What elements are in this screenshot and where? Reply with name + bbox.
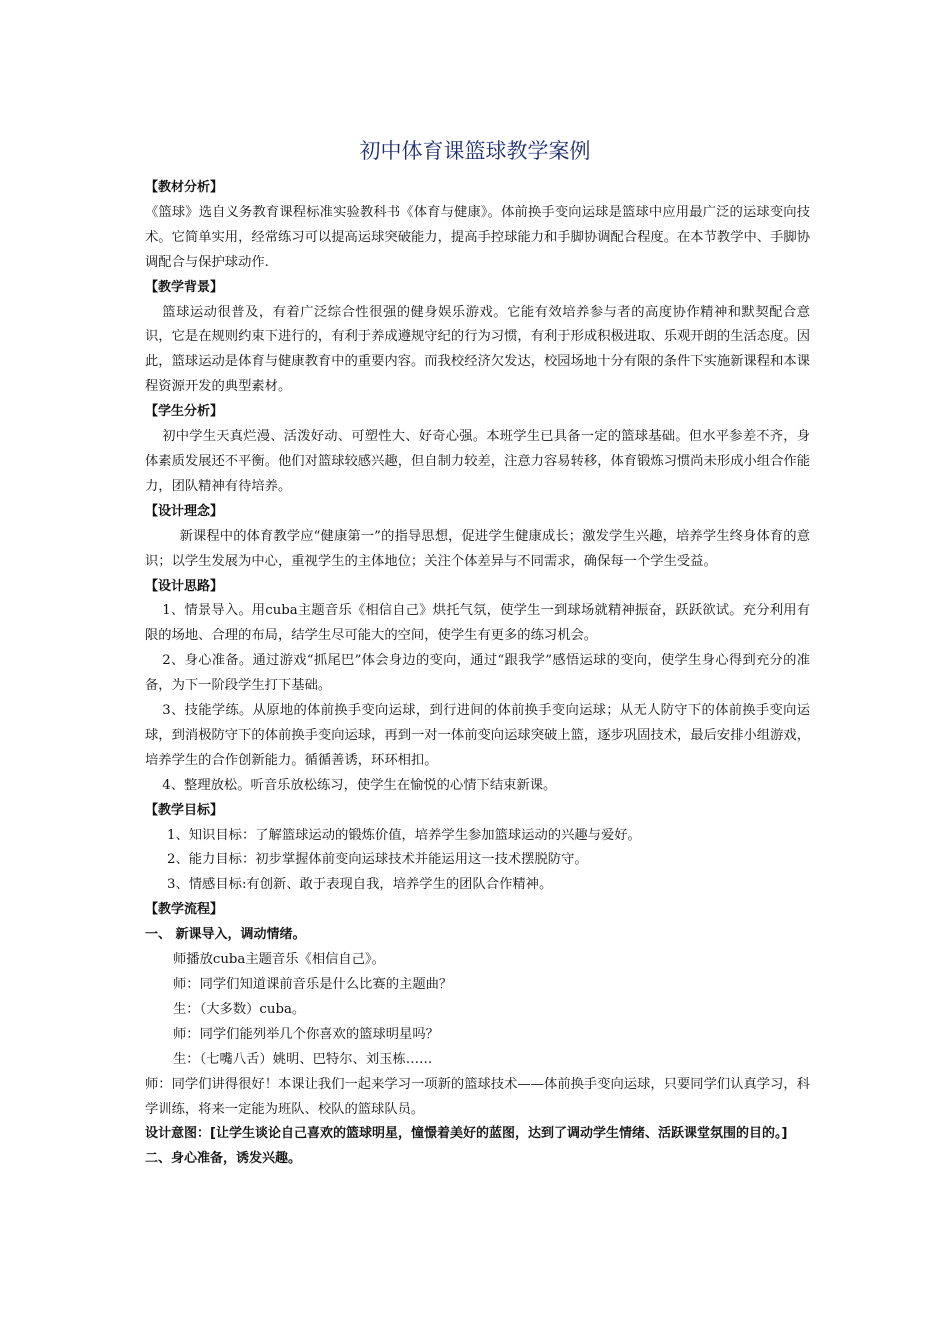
paragraph-material: 《篮球》选自义务教育课程标准实验教科书《体育与健康》。体前换手变向运球是篮球中应用最广泛的运球变向技术。它简单实用，经常练习可以提高运球突破能力，提高手控球能力和手脚协调配合程度。在本节教学中、手脚协调配合与保护球动作. [145, 204, 810, 270]
section-heading-students: 【学生分析】 [145, 404, 224, 420]
section-heading-concept: 【设计理念】 [145, 503, 224, 519]
document-body [145, 176, 810, 1172]
design-step-4: 4、整理放松。听音乐放松练习，使学生在愉悦的心情下结束新课。 [162, 777, 557, 793]
flow-step-2-heading: 二、身心准备，诱发兴趣。 [145, 1151, 302, 1167]
paragraph-students: 初中学生天真烂漫、活泼好动、可塑性大、好奇心强。本班学生已具备一定的篮球基础。但水平参差不齐，身体素质发展还不平衡。他们对篮球较感兴趣，但自制力较差，注意力容易转移，体育锻炼习惯尚未形成小组合作能力，团队精神有待培养。 [145, 429, 810, 494]
dialogue-line-5: 生：（七嘴八舌）姚明、巴特尔、刘玉栋…… [173, 1051, 433, 1067]
goal-knowledge: 1、知识目标：了解篮球运动的锻炼价值，培养学生参加篮球运动的兴趣与爱好。 [167, 827, 641, 843]
paragraph-background: 篮球运动很普及，有着广泛综合性很强的健身娱乐游戏。它能有效培养参与者的高度协作精神和默契配合意识，它是在规则约束下进行的，有利于养成遵规守纪的行为习惯，有利于形成积极进取、乐观开朗的生活态度。因此，篮球运动是体育与健康教育中的重要内容。而我校经济欠发达，校园场地十分有限的条件下实施新课程和本课程资源开发的典型素材。 [145, 304, 810, 395]
design-step-3: 3、技能学练。从原地的体前换手变向运球，到行进间的体前换手变向运球；从无人防守下的体前换手变向运球，到消极防守下的体前换手变向运球，再到一对一体前变向运球突破上篮，逐步巩固技术，最后安排小组游戏，培养学生的合作创新能力。循循善诱，环环相扣。 [145, 703, 810, 768]
flow-step-1-heading: 一、 新课导入，调动情绪。 [145, 927, 306, 943]
dialogue-line-4: 师：同学们能列举几个你喜欢的篮球明星吗？ [173, 1026, 439, 1042]
dialogue-line-2: 师：同学们知道课前音乐是什么比赛的主题曲？ [173, 977, 453, 992]
section-heading-background: 【教学背景】 [145, 279, 224, 295]
dialogue-line-1: 师播放cuba主题音乐《相信自己》。 [173, 952, 385, 968]
design-step-2: 2、身心准备。通过游戏“抓尾巴”体会身边的变向，通过“跟我学”感悟运球的变向，使学生身心得到充分的准备，为下一阶段学生打下基础。 [145, 653, 810, 694]
section-heading-design: 【设计思路】 [145, 578, 224, 594]
design-intent: 设计意图：[让学生谈论自己喜欢的篮球明星，憧憬着美好的蓝图，达到了调动学生情绪、活跃课堂氛围的目的。] [145, 1126, 788, 1142]
dialogue-line-3: 生：（大多数）cuba。 [173, 1001, 306, 1017]
paragraph-concept: 新课程中的体育教学应“健康第一”的指导思想，促进学生健康成长；激发学生兴趣，培养学生终身体育的意识；以学生发展为中心，重视学生的主体地位；关注个体差异与不同需求，确保每一个学生受益。 [145, 528, 810, 569]
section-heading-flow: 【教学流程】 [145, 902, 224, 918]
section-heading-goals: 【教学目标】 [145, 802, 224, 818]
goal-ability: 2、能力目标：初步掌握体前变向运球技术并能运用这一技术摆脱防守。 [167, 852, 588, 868]
design-step-1: 1、情景导入。用cuba主题音乐《相信自己》烘托气氛，使学生一到球场就精神振奋，跃跃欲试。充分利用有限的场地、合理的布局，结学生尽可能大的空间，使学生有更多的练习机会。 [145, 603, 810, 644]
document-title: 初中体育课篮球教学案例 [359, 139, 591, 163]
section-heading-material: 【教材分析】 [145, 180, 224, 195]
dialogue-line-6: 师：同学们讲得很好！本课让我们一起来学习一项新的篮球技术——体前换手变向运球，只要同学们认真学习，科学训练，将来一定能为班队、校队的篮球队员。 [145, 1076, 810, 1117]
goal-emotion: 3、情感目标:有创新、敢于表现自我，培养学生的团队合作精神。 [167, 877, 553, 893]
